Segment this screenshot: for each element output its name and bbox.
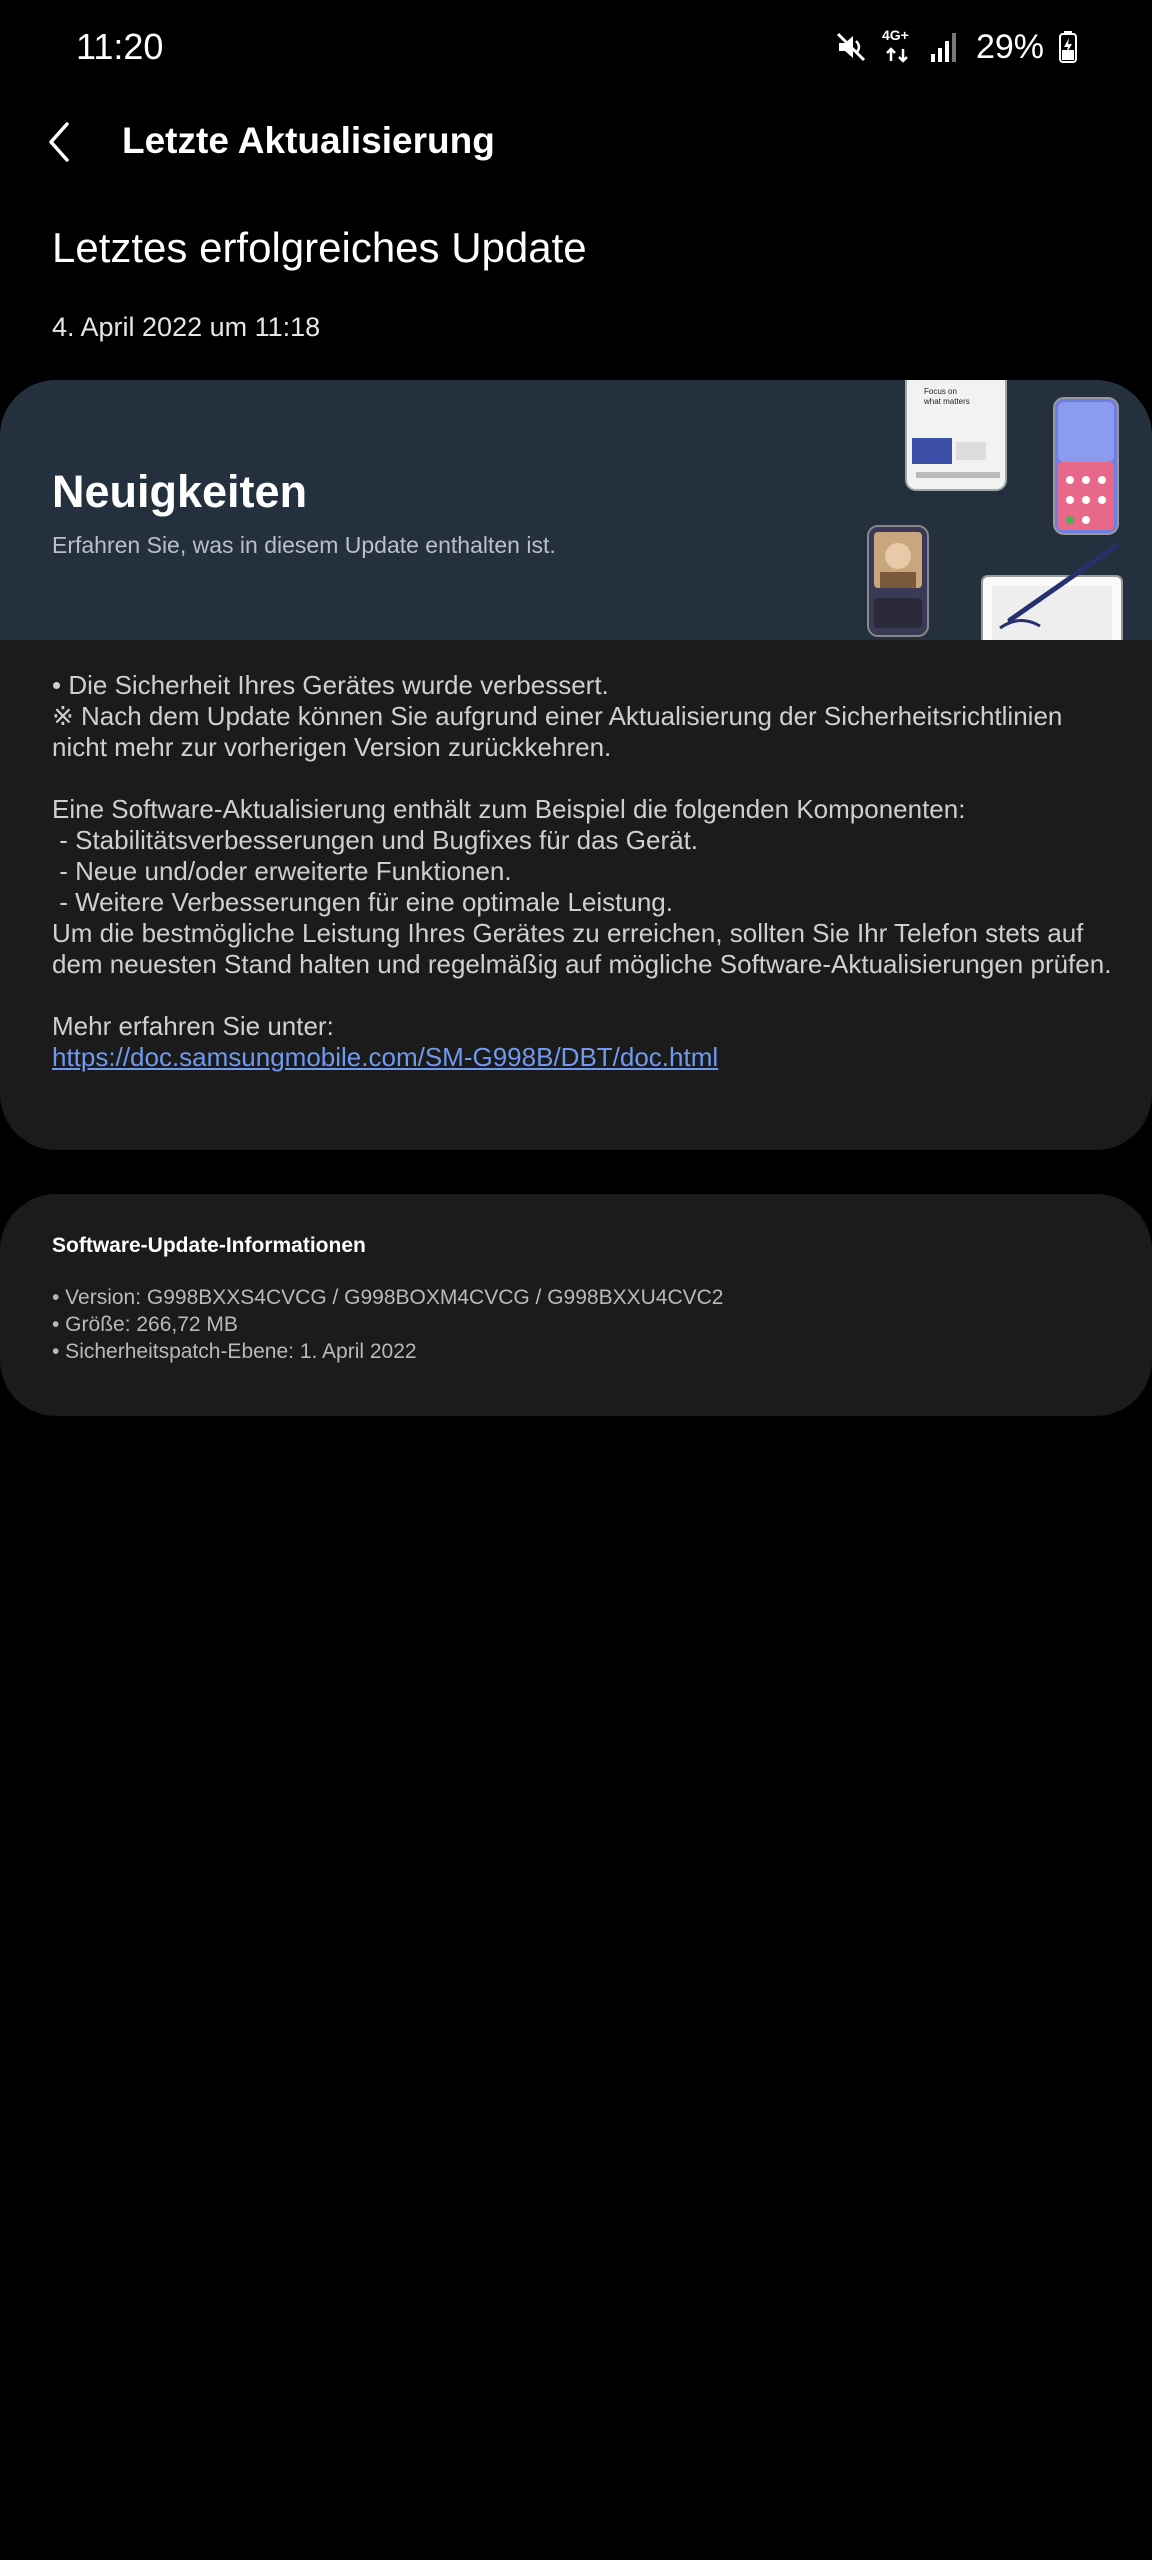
signal-icon (930, 30, 958, 64)
battery-charging-icon (1058, 30, 1078, 64)
svg-text:Focus on: Focus on (924, 387, 957, 396)
whats-new-header (0, 380, 1152, 640)
release-note-line: Um die bestmögliche Leistung Ihres Gerätes zu erreichen, sollten Sie Ihr Telefon stets auf dem neuesten Stand halten und regelmäßig auf mögliche Software-Aktualisierungen prüfen. (52, 918, 1112, 979)
whats-new-subtitle: Erfahren Sie, was in diesem Update enthalten ist. (52, 532, 556, 558)
release-note-line: - Stabilitätsverbesserungen und Bugfixes für das Gerät. (52, 825, 699, 855)
whats-new-title: Neuigkeiten (52, 466, 308, 517)
whats-new-card (0, 380, 1152, 1150)
battery-percentage: 29% (975, 27, 1044, 66)
status-icons (834, 22, 1078, 72)
release-note-line: Eine Software-Aktualisierung enthält zum Beispiel die folgenden Komponenten: (52, 794, 966, 824)
back-arrow-icon[interactable] (40, 116, 80, 168)
app-bar (0, 110, 1152, 174)
status-bar (0, 0, 1152, 96)
last-update-date: 4. April 2022 um 11:18 (52, 312, 321, 342)
release-note-line: - Neue und/oder erweiterte Funktionen. (52, 856, 512, 886)
software-update-info-card (0, 1194, 1152, 1416)
page-title: Letzte Aktualisierung (122, 120, 495, 161)
release-note-line: - Weitere Verbesserungen für eine optimale Leistung. (52, 887, 673, 917)
network-type-label: 4G+ (881, 27, 909, 43)
more-info-link[interactable]: https://doc.samsungmobile.com/SM-G998B/DBT/doc.html (52, 1042, 719, 1072)
software-version: • Version: G998BXXS4CVCG / G998BOXM4CVCG / G998BXXU4CVC2 (52, 1286, 724, 1309)
release-note-line: Mehr erfahren Sie unter: (52, 1011, 334, 1041)
update-size: • Größe: 266,72 MB (52, 1313, 238, 1336)
last-update-heading: Letztes erfolgreiches Update (52, 224, 587, 271)
software-info-title: Software-Update-Informationen (52, 1234, 366, 1257)
software-info-list (52, 1284, 723, 1365)
devices-illustration (840, 380, 1152, 640)
mute-icon (834, 30, 868, 64)
whats-new-body (52, 670, 1112, 1073)
svg-text:what matters: what matters (924, 397, 970, 406)
status-time: 11:20 (76, 26, 164, 67)
release-note-line: ※ Nach dem Update können Sie aufgrund einer Aktualisierung der Sicherheitsrichtlinien nicht mehr zur vorherigen Version zurückkehren. (52, 701, 1063, 762)
security-patch-level: • Sicherheitspatch-Ebene: 1. April 2022 (52, 1340, 417, 1363)
release-note-line: • Die Sicherheit Ihres Gerätes wurde verbessert. (52, 670, 609, 700)
mobile-data-icon (882, 27, 916, 67)
